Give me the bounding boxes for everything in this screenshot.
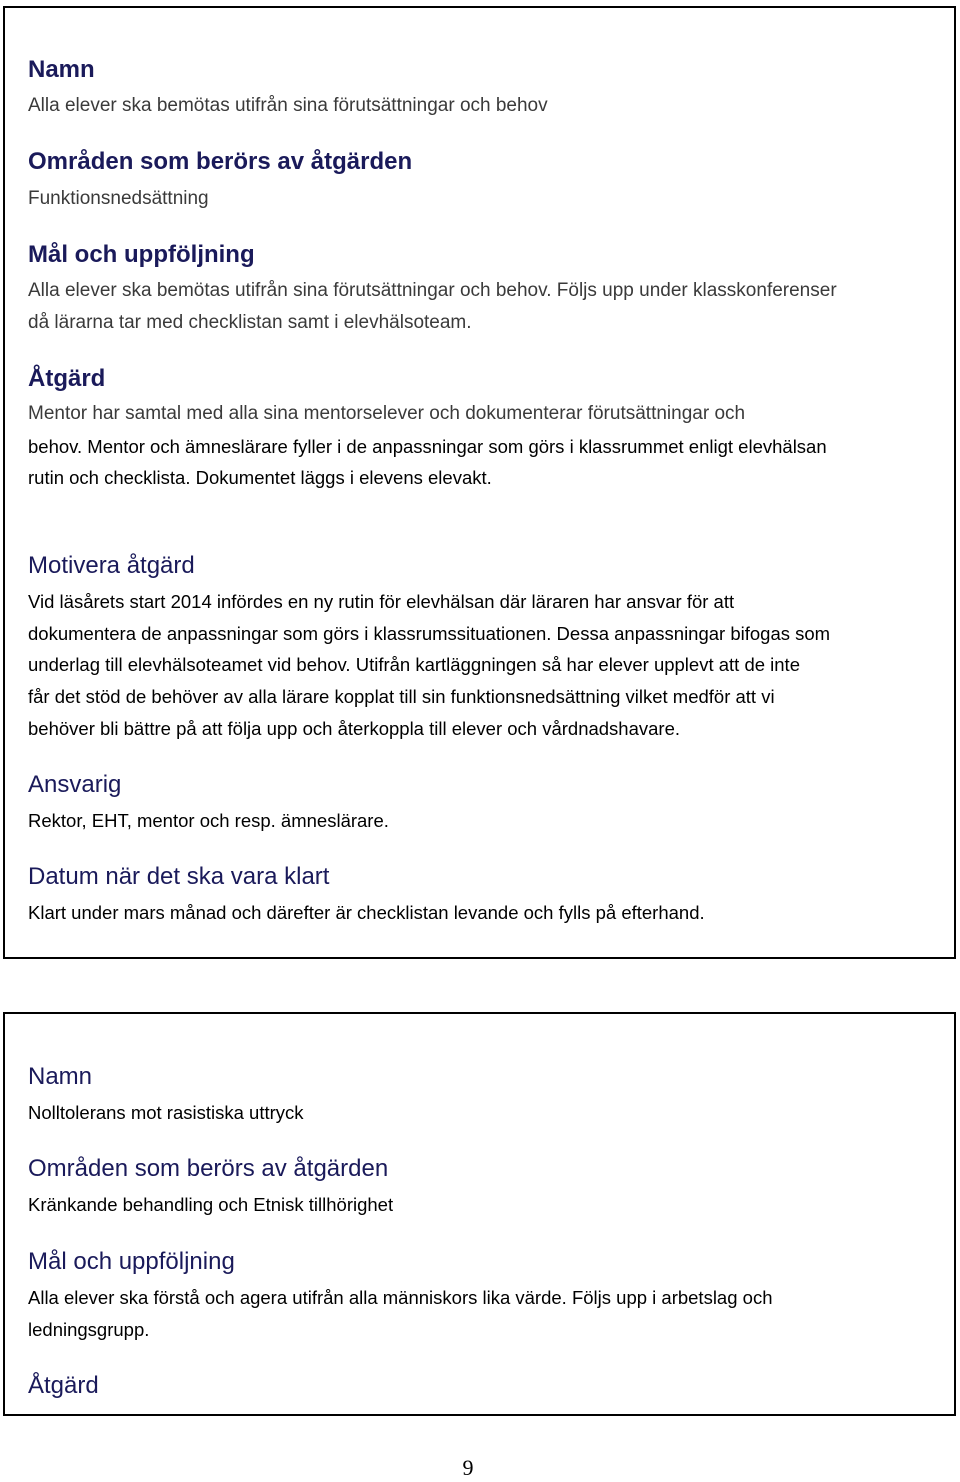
ansvarig-text: Rektor, EHT, mentor och resp. ämneslärare. bbox=[28, 810, 389, 831]
namn-text: Alla elever ska bemötas utifrån sina förutsättningar och behov bbox=[28, 95, 548, 116]
atgard-text-line: behov. Mentor och ämneslärare fyller i de anpassningar som görs i klassrummet enligt elevhälsan bbox=[28, 436, 827, 457]
omraden-heading: Områden som berörs av åtgärden bbox=[28, 148, 413, 175]
omraden-text: Funktionsnedsättning bbox=[28, 188, 209, 209]
atgard-heading: Åtgärd bbox=[28, 365, 106, 392]
ansvarig-heading: Ansvarig bbox=[28, 771, 122, 798]
namn-heading: Namn bbox=[28, 56, 95, 83]
atgard-heading: Åtgärd bbox=[28, 1372, 99, 1399]
motivera-heading: Motivera åtgärd bbox=[28, 552, 195, 579]
namn-heading: Namn bbox=[28, 1063, 93, 1090]
mal-heading: Mål och uppföljning bbox=[28, 241, 255, 268]
motivera-text-line: dokumentera de anpassningar som görs i klassrumssituationen. Dessa anpassningar bifogas som bbox=[28, 623, 831, 644]
mal-text-line: då lärarna tar med checklistan samt i elevhälsoteam. bbox=[28, 312, 472, 333]
mal-text-line: Alla elever ska förstå och agera utifrån alla människors lika värde. Följs upp i arbetslag och bbox=[28, 1287, 773, 1308]
motivera-text-line: behöver bli bättre på att följa upp och återkoppla till elever och vårdnadshavare. bbox=[28, 718, 681, 739]
motivera-text-line: får det stöd de behöver av alla lärare kopplat till sin funktionsnedsättning vilket medför att vi bbox=[28, 686, 775, 707]
atgard-text-line: rutin och checklista. Dokumentet läggs i elevens elevakt. bbox=[28, 467, 492, 488]
omraden-heading: Områden som berörs av åtgärden bbox=[28, 1155, 389, 1182]
namn-text: Nolltolerans mot rasistiska uttryck bbox=[28, 1102, 304, 1123]
page-number: 9 bbox=[462, 1455, 474, 1480]
atgard-text-line: Mentor har samtal med alla sina mentorselever och dokumenterar förutsättningar och bbox=[28, 403, 746, 424]
omraden-text: Kränkande behandling och Etnisk tillhörighet bbox=[28, 1194, 394, 1215]
motivera-text-line: underlag till elevhälsoteamet vid behov. Utifrån kartläggningen så har elever upplevt att de inte bbox=[28, 654, 800, 675]
mal-heading: Mål och uppföljning bbox=[28, 1248, 235, 1275]
mal-text-line: ledningsgrupp. bbox=[28, 1319, 150, 1340]
mal-text-line: Alla elever ska bemötas utifrån sina förutsättningar och behov. Följs upp under klasskonferenser bbox=[28, 280, 837, 301]
motivera-text-line: Vid läsårets start 2014 infördes en ny rutin för elevhälsan där läraren har ansvar för att bbox=[28, 591, 735, 612]
datum-text: Klart under mars månad och därefter är checklistan levande och fylls på efterhand. bbox=[28, 902, 705, 923]
datum-heading: Datum när det ska vara klart bbox=[28, 863, 330, 890]
